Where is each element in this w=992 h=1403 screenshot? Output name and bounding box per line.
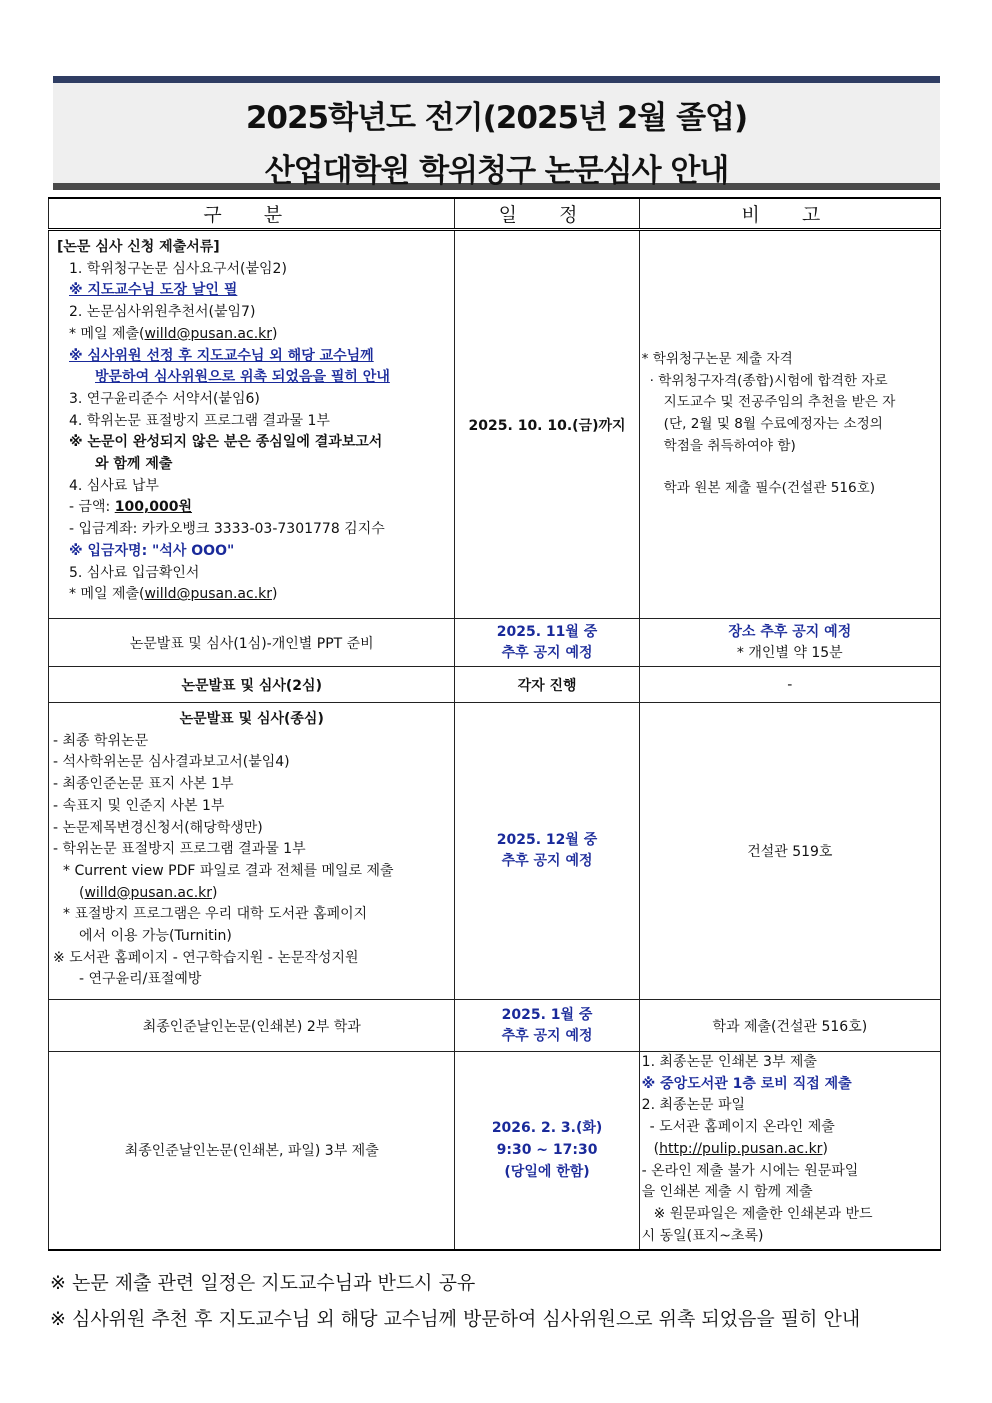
table-row xyxy=(49,667,941,703)
list-item: - 속표지 및 인준지 사본 1부 xyxy=(53,797,225,814)
remark-line: * 학위청구논문 제출 자격 xyxy=(641,350,793,367)
notice-line: 와 함께 제출 xyxy=(95,456,173,473)
list-item: - 최종 학위논문 xyxy=(53,732,149,749)
schedule-cell: 각자 진행 xyxy=(455,667,639,703)
schedule-line: 2026. 2. 3.(화) xyxy=(491,1120,603,1137)
list-item xyxy=(53,883,450,905)
email-link[interactable]: willd@pusan.ac.kr xyxy=(144,325,273,342)
schedule-cell xyxy=(455,1052,639,1250)
remark-line: 장소 추후 공지 예정 xyxy=(728,623,852,640)
schedule-line: 추후 공지 예정 xyxy=(501,644,593,661)
remark-line: 지도교수 및 전공주임의 추천을 받은 자 xyxy=(663,394,896,411)
title-banner xyxy=(53,76,940,190)
schedule-line: 추후 공지 예정 xyxy=(501,1027,593,1044)
remarks-cell xyxy=(639,1052,940,1250)
table-row xyxy=(49,619,941,667)
remark-line: - 도서관 홈페이지 온라인 제출 xyxy=(649,1119,835,1136)
remark-line: ※ 원문파일은 제출한 인쇄본과 반드 xyxy=(653,1205,873,1222)
text: ) xyxy=(272,586,278,603)
final-review-cell xyxy=(49,703,455,1000)
schedule-cell: 2025. 10. 10.(금)까지 xyxy=(455,230,639,619)
list-item: 4. 학위논문 표절방지 프로그램 결과물 1부 xyxy=(69,412,330,429)
list-item xyxy=(57,497,450,519)
table-row xyxy=(49,1000,941,1052)
schedule-line: 2025. 11월 중 xyxy=(496,623,598,640)
remarks-cell: 건설관 519호 xyxy=(639,703,940,1000)
header-schedule: 일 정 xyxy=(455,198,639,230)
remark-line: · 학위청구자격(종합)시험에 합격한 자로 xyxy=(649,372,888,389)
remark-line: 학점을 취득하여야 함) xyxy=(663,437,796,454)
section-heading: [논문 심사 신청 제출서류] xyxy=(57,239,220,255)
list-item: - 학위논문 표절방지 프로그램 결과물 1부 xyxy=(53,841,306,858)
schedule-table xyxy=(48,197,941,1251)
advisor-seal-note: ※ 지도교수님 도장 날인 필 xyxy=(69,282,238,299)
remarks-cell xyxy=(639,619,940,667)
list-item: 3. 연구윤리준수 서약서(붙임6) xyxy=(69,390,260,407)
text: ) xyxy=(212,884,218,901)
list-item: 2. 논문심사위원추천서(붙임7) xyxy=(69,304,256,321)
row-label: 최종인준날인논문(인쇄본) 2부 학과 xyxy=(49,1000,455,1052)
library-link[interactable]: http://pulip.pusan.ac.kr xyxy=(659,1140,823,1157)
list-item: 에서 이용 가능(Turnitin) xyxy=(79,928,232,945)
email-link[interactable]: willd@pusan.ac.kr xyxy=(84,884,213,901)
list-item: - 최종인준논문 표지 사본 1부 xyxy=(53,776,234,793)
notice-line: ※ 심사위원 선정 후 지도교수님 외 해당 교수님께 xyxy=(69,347,374,364)
row-label: 논문발표 및 심사(2심) xyxy=(49,667,455,703)
remark-line: 2. 최종논문 파일 xyxy=(641,1097,746,1114)
text: * 메일 제출( xyxy=(69,325,145,342)
footer-note-1: ※ 논문 제출 관련 일정은 지도교수님과 반드시 공유 xyxy=(50,1272,476,1294)
text: ) xyxy=(822,1140,828,1157)
list-item: - 석사학위논문 심사결과보고서(붙임4) xyxy=(53,754,290,771)
text: ( xyxy=(653,1140,660,1157)
remarks-cell: - xyxy=(639,667,940,703)
table-header-row xyxy=(49,198,941,230)
fee-amount: 100,000원 xyxy=(114,499,193,516)
page-title-line2: 산업대학원 학위청구 논문심사 안내 xyxy=(264,153,729,189)
remark-line xyxy=(642,1139,940,1161)
schedule-cell xyxy=(455,703,639,1000)
remark-line: 시 동일(표지~초록) xyxy=(641,1227,764,1244)
header-remarks: 비 고 xyxy=(639,198,940,230)
header-category: 구 분 xyxy=(49,198,455,230)
list-item: 1. 학위청구논문 심사요구서(붙임2) xyxy=(69,260,287,277)
schedule-cell xyxy=(455,619,639,667)
row-label: 논문발표 및 심사(1심)-개인별 PPT 준비 xyxy=(49,619,455,667)
list-item: 4. 심사료 납부 xyxy=(69,477,159,494)
footer-note-2: ※ 심사위원 추천 후 지도교수님 외 해당 교수님께 방문하여 심사위원으로 위촉 되었음을 필히 안내 xyxy=(50,1308,861,1330)
list-item: 5. 심사료 입금확인서 xyxy=(69,564,200,581)
table-row xyxy=(49,703,941,1000)
list-item: ※ 도서관 홈페이지 - 연구학습지원 - 논문작성지원 xyxy=(53,949,359,966)
table-row xyxy=(49,230,941,619)
schedule-cell xyxy=(455,1000,639,1052)
remark-line: 학과 원본 제출 필수(건설관 516호) xyxy=(663,480,876,497)
text: ) xyxy=(272,325,278,342)
section-heading: 논문발표 및 심사(종심) xyxy=(179,711,324,727)
row-label: 최종인준날인논문(인쇄본, 파일) 3부 제출 xyxy=(49,1052,455,1250)
list-item: - 연구윤리/표절예방 xyxy=(79,971,202,988)
list-item: * 표절방지 프로그램은 우리 대학 도서관 홈페이지 xyxy=(63,906,368,923)
remark-line: 1. 최종논문 인쇄본 3부 제출 xyxy=(641,1054,817,1070)
text: * 메일 제출( xyxy=(69,586,145,603)
email-link[interactable]: willd@pusan.ac.kr xyxy=(144,586,273,603)
schedule-line: (당일에 한함) xyxy=(504,1164,590,1181)
remarks-cell xyxy=(639,230,940,619)
remark-line: ※ 중앙도서관 1층 로비 직접 제출 xyxy=(641,1075,852,1092)
text: - 금액: xyxy=(69,499,115,516)
depositor-name-note: ※ 입금자명: "석사 OOO" xyxy=(69,542,235,559)
notice-line: ※ 논문이 완성되지 않은 분은 종심일에 결과보고서 xyxy=(69,434,383,451)
list-item xyxy=(57,324,450,346)
remark-line: 을 인쇄본 제출 시 함께 제출 xyxy=(641,1184,813,1201)
notice-line: 방문하여 심사위원으로 위촉 되었음을 필히 안내 xyxy=(95,369,390,386)
page-title-line1: 2025학년도 전기(2025년 2월 졸업) xyxy=(245,100,748,136)
list-item: * Current view PDF 파일로 결과 전체를 메일로 제출 xyxy=(63,862,394,879)
bank-account: - 입금계좌: 카카오뱅크 3333-03-7301778 김지수 xyxy=(69,521,385,538)
application-documents-cell xyxy=(49,230,455,619)
remarks-cell: 학과 제출(건설관 516호) xyxy=(639,1000,940,1052)
list-item: - 논문제목변경신청서(해당학생만) xyxy=(53,819,263,836)
schedule-line: 2025. 1월 중 xyxy=(501,1006,593,1023)
remark-line: * 개인별 약 15분 xyxy=(736,644,843,661)
remark-line: - 온라인 제출 불가 시에는 원문파일 xyxy=(641,1162,859,1179)
list-item xyxy=(57,584,450,606)
schedule-line: 9:30 ~ 17:30 xyxy=(496,1142,598,1159)
schedule-line: 2025. 12월 중 xyxy=(496,832,598,848)
text: ( xyxy=(79,884,85,901)
schedule-line: 추후 공지 예정 xyxy=(501,853,593,869)
remark-line: (단, 2월 및 8월 수료예정자는 소정의 xyxy=(663,416,883,432)
table-row xyxy=(49,1052,941,1250)
